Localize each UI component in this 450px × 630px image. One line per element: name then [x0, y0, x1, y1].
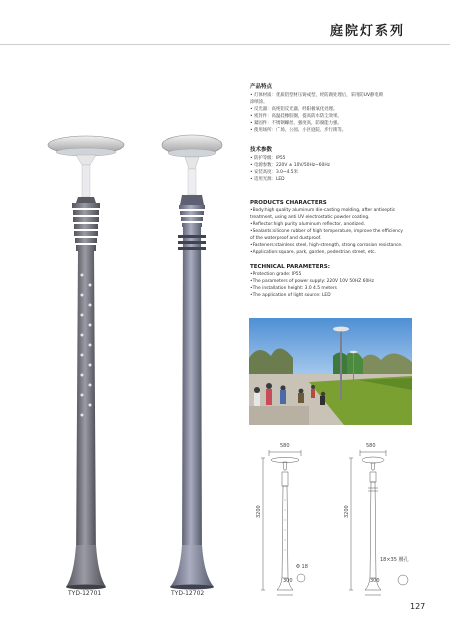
- features-line: • 密封件：高温硅橡胶圈，提高防水防尘效果。: [250, 114, 342, 119]
- tech-en-line: •The installation height: 3.0 4.5 meters: [250, 286, 337, 291]
- drawing-base-right: 300: [370, 578, 380, 584]
- features-line: • 紧固件：不锈钢螺丝，强度高，防腐能力强。: [250, 121, 342, 126]
- product-en-heading: PRODUCTS CHARACTERS: [250, 200, 327, 206]
- installation-photo: [249, 318, 412, 425]
- tech-cn-line: • 防护等级：IP55: [250, 156, 286, 161]
- product-en-line: •Sealants:silicone rubber of high temperature, improve the efficiency: [250, 229, 403, 234]
- drawing-height-1: 3200: [256, 505, 262, 518]
- features-line: • 反光器：高纯铝反光器，经阳极氧化处理。: [250, 107, 338, 112]
- tech-cn-line: • 安装高度：3.0~4.5米: [250, 170, 298, 175]
- product-en-line: •Application:square, park, garden, pedestrian street, etc.: [250, 250, 376, 255]
- lamp-code-12701: TYD-12701: [68, 590, 102, 597]
- tech-cn-list: [250, 155, 420, 183]
- tech-en-line: •The parameters of power supply: 220V 10V 50HZ 60Hz: [250, 279, 374, 284]
- technical-drawings: [255, 440, 430, 600]
- drawing-top-width-2: 580: [366, 443, 376, 449]
- tech-cn-line: • 适用光源：LED: [250, 177, 285, 182]
- tech-en-heading: TECHNICAL PARAMETERS:: [250, 264, 330, 270]
- tech-en-line: •Protection grade: IP55: [250, 272, 302, 277]
- features-line: • 使用场所：广场、公园、小区庭院、步行街等。: [250, 128, 347, 133]
- lamp-12701: [48, 136, 124, 590]
- drawing-bolt-note: 18×35 腰孔: [380, 557, 409, 563]
- product-en-line: treatment, using anti UV electrostatic powder coating.: [250, 215, 370, 220]
- features-line: 涂喷涂。: [250, 100, 268, 105]
- tech-cn-heading: 技术参数: [250, 147, 273, 153]
- drawing-base-left: Φ 18: [296, 564, 308, 570]
- product-en-line: •Reflector:high purity aluminum reflector, anodized.: [250, 222, 365, 227]
- product-en-list: [250, 207, 420, 256]
- lamp-code-12702: TYD-12702: [171, 590, 205, 597]
- park-scene: [249, 318, 412, 425]
- header-divider: [0, 44, 450, 45]
- lamp-12702: [162, 135, 222, 590]
- features-list: [250, 92, 420, 134]
- drawing-base-left2: 300: [283, 578, 293, 584]
- page-title: 庭院灯系列: [330, 24, 406, 39]
- tech-cn-line: • 电源参数：220V ± 10V/50Hz~60Hz: [250, 163, 330, 168]
- page-number: 127: [410, 602, 426, 611]
- lamp-illustrations: [40, 125, 250, 595]
- product-en-line: •Body:high quality aluminum die-casting molding, after antiseptic: [250, 208, 396, 213]
- product-en-line: •Fasteners:stainless steel, high-strength, strong corrosion resistance.: [250, 243, 403, 248]
- product-en-line: of the waterproof and dustproof.: [250, 236, 322, 241]
- features-heading: 产品特点: [250, 84, 273, 90]
- tech-en-line: •The application of light source: LED: [250, 293, 331, 298]
- drawing-height-2: 3200: [344, 505, 350, 518]
- tech-en-list: [250, 271, 420, 299]
- drawing-top-width-1: 580: [280, 443, 290, 449]
- features-line: • 灯体材质：优质铝型材压铸成型，经防腐处理后，采用防UV静电喷: [250, 93, 384, 98]
